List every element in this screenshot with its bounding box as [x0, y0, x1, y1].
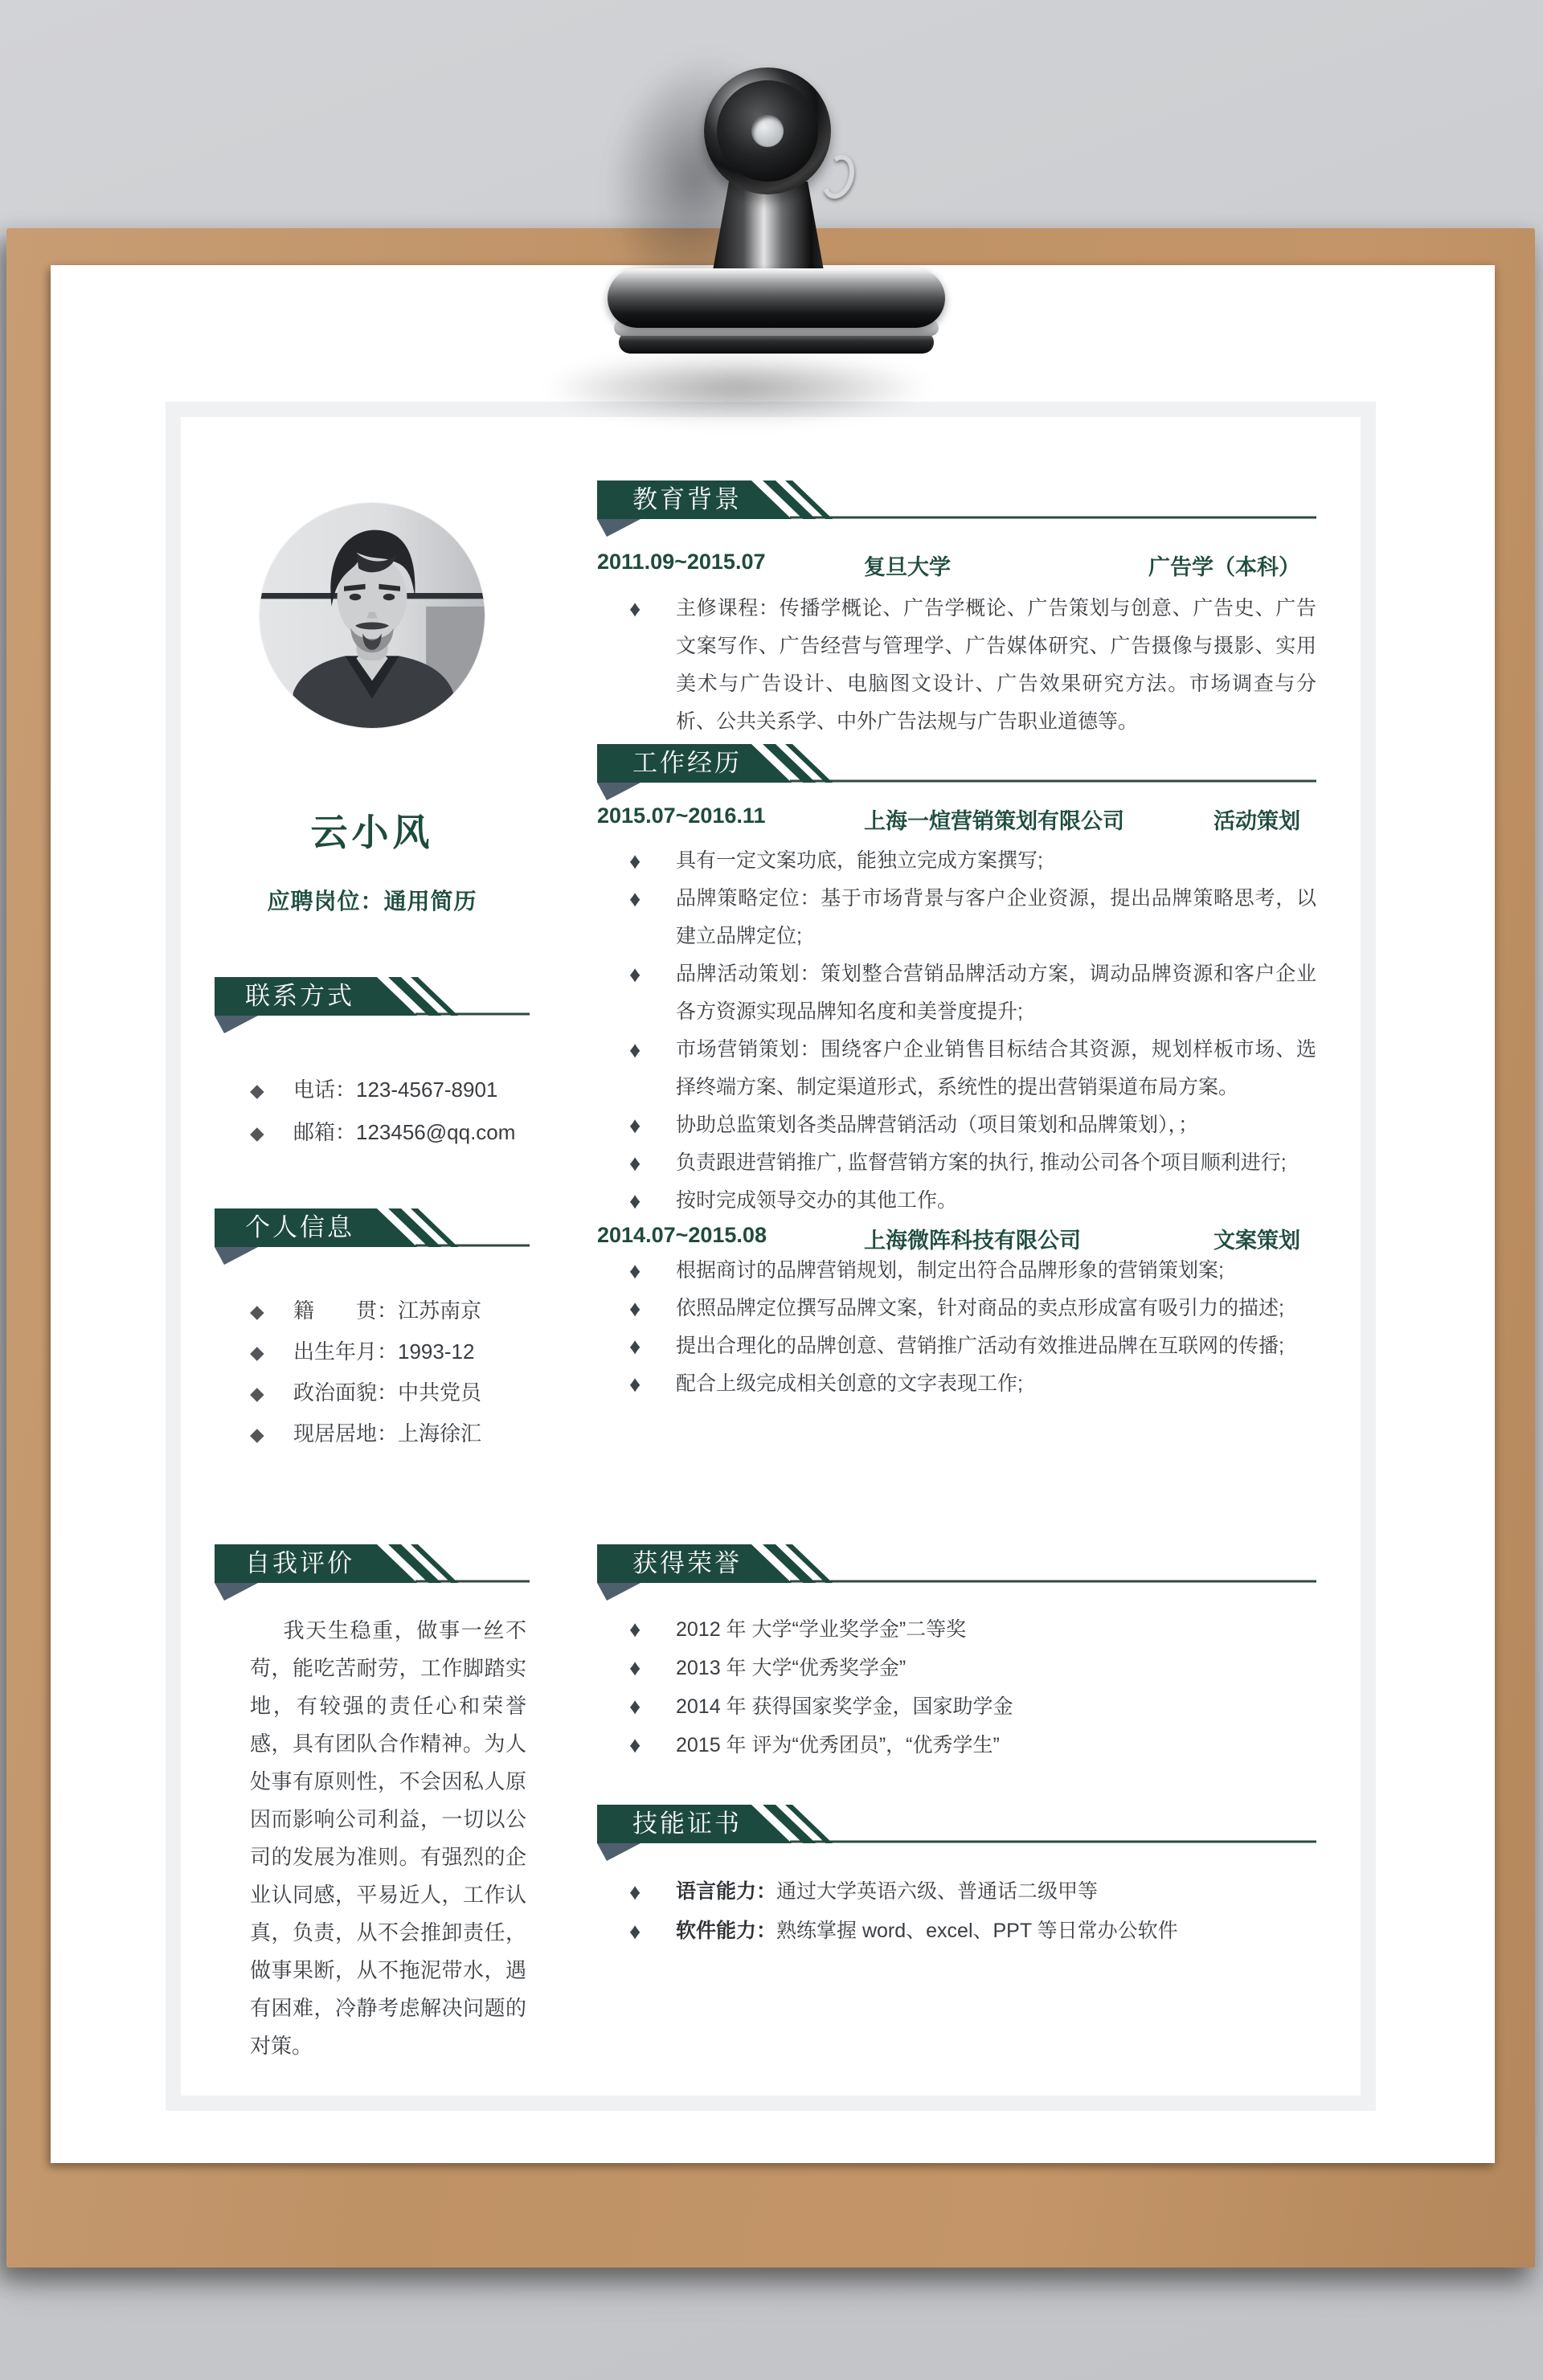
section-banner-honors — [597, 1544, 1316, 1602]
clip-paper-shadow — [545, 354, 931, 423]
list-item: ♦ 配合上级完成相关创意的文字表现工作; — [597, 1365, 1316, 1403]
list-item: ♦ 2012 年 大学“学业奖学金”二等奖 — [597, 1610, 1316, 1649]
self-evaluation-text: 我天生稳重，做事一丝不苟，能吃苦耐劳，工作脚踏实地，有较强的责任心和荣誉感，具有团队合作精神。为人处事有原则性，不会因私人原因而影响公司利益，一切以公司的发展为准则。有强烈的企业认同感，平易近人，工作认真，负责，从不会推卸责任，做事果断，从不拖泥带水，遇有困难，冷静考虑解决问题的对策。 — [250, 1618, 526, 2058]
diamond-bullet-icon: ◆ — [250, 1301, 264, 1322]
section-banner-education — [597, 480, 1316, 538]
section-title: 联系方式 — [245, 982, 354, 1010]
diamond-bullet-icon: ♦ — [629, 1694, 641, 1719]
section-banner-contact — [215, 977, 530, 1035]
list-item: ♦ 2014 年 获得国家奖学金，国家助学金 — [597, 1687, 1316, 1726]
diamond-bullet-icon: ♦ — [629, 1151, 641, 1176]
diamond-bullet-icon: ♦ — [629, 1372, 641, 1397]
list-item: ♦ 2013 年 大学“优秀奖学金” — [597, 1649, 1316, 1687]
personal-info-list — [215, 1290, 530, 1454]
diamond-bullet-icon: ♦ — [629, 1296, 641, 1321]
list-item: ♦ 依照品牌定位撰写品牌文案，针对商品的卖点形成富有吸引力的描述; — [597, 1290, 1316, 1327]
list-item: ◆ 出生年月：1993-12 — [215, 1331, 530, 1372]
list-item: ♦ 语言能力：通过大学英语六级、普通话二级甲等 — [597, 1872, 1316, 1912]
contact-list — [215, 1069, 530, 1154]
job-bullet-list — [597, 1252, 1316, 1403]
section-title: 自我评价 — [245, 1549, 354, 1577]
list-item: ♦ 具有一定文案功底，能独立完成方案撰写; — [597, 842, 1316, 880]
portrait-illustration — [260, 503, 485, 728]
section-banner-self-evaluation — [215, 1544, 530, 1602]
diamond-bullet-icon: ♦ — [629, 1879, 641, 1904]
list-item: ♦ 协助总监策划各类品牌营销活动（项目策划和品牌策划），； — [597, 1106, 1316, 1144]
list-item: ◆ 籍 贯：江苏南京 — [215, 1290, 530, 1331]
list-item: ♦ 2015 年 评为“优秀团员”，“优秀学生” — [597, 1726, 1316, 1765]
binder-clip-neck — [712, 182, 825, 275]
diamond-bullet-icon: ◆ — [250, 1424, 264, 1445]
education-major: 广告学（本科） — [1148, 555, 1300, 579]
binder-clip-bar — [608, 268, 945, 328]
list-item: ◆ 电话：123-4567-8901 — [215, 1069, 530, 1111]
diamond-bullet-icon: ♦ — [629, 849, 641, 873]
job-company: 上海一煊营销策划有限公司 — [864, 809, 1124, 833]
section-title: 教育背景 — [632, 485, 742, 513]
right-column — [597, 402, 1316, 2111]
section-title: 工作经历 — [632, 749, 742, 777]
diamond-bullet-icon: ♦ — [629, 1655, 641, 1680]
skill-label: 语言能力： — [676, 1880, 777, 1903]
list-item: ♦ 按时完成领导交办的其他工作。 — [597, 1182, 1316, 1220]
job-bullet-list — [597, 842, 1316, 1220]
honors-list — [597, 1610, 1316, 1765]
list-item: ♦ 主修课程：传播学概论、广告学概论、广告策划与创意、广告史、广告文案写作、广告经营与管理学、广告媒体研究、广告摄像与摄影、实用美术与广告设计、电脑图文设计、广告效果研究方法。市场调查与分析、公共关系学、中外广告法规与广告职业道德等。 — [597, 590, 1316, 741]
job-company: 上海微阵科技有限公司 — [864, 1229, 1081, 1253]
job-role: 文案策划 — [1214, 1229, 1300, 1253]
applied-position: 应聘岗位：通用简历 — [267, 889, 477, 914]
diamond-bullet-icon: ♦ — [629, 1188, 641, 1213]
diamond-bullet-icon: ♦ — [629, 1732, 641, 1757]
diamond-bullet-icon: ♦ — [629, 1258, 641, 1283]
diamond-bullet-icon: ♦ — [629, 886, 641, 911]
list-item: ♦ 软件能力：熟练掌握 word、excel、PPT 等日常办公软件 — [597, 1912, 1316, 1951]
section-title: 个人信息 — [245, 1213, 354, 1241]
binder-clip-coil-hole — [751, 115, 784, 147]
education-entry — [597, 550, 1316, 583]
education-bullet-list — [597, 590, 1316, 741]
job-role: 活动策划 — [1214, 809, 1300, 833]
diamond-bullet-icon: ♦ — [629, 1334, 641, 1359]
diamond-bullet-icon: ◆ — [250, 1342, 264, 1363]
section-banner-skills — [597, 1805, 1316, 1863]
list-item: ♦ 市场营销策划：围绕客户企业销售目标结合其资源，规划样板市场、选择终端方案、制定渠道形式，系统性的提出营销渠道布局方案。 — [597, 1031, 1316, 1106]
list-item: ♦ 品牌策略定位：基于市场背景与客户企业资源，提出品牌策略思考，以建立品牌定位; — [597, 880, 1316, 955]
list-item: ◆ 现居居地：上海徐汇 — [215, 1413, 530, 1454]
job-date: 2014.07~2015.08 — [597, 1223, 767, 1247]
section-banner-personal-info — [215, 1208, 530, 1266]
section-banner-work-experience — [597, 744, 1316, 802]
diamond-bullet-icon: ♦ — [629, 1617, 641, 1642]
skill-label: 软件能力： — [676, 1920, 777, 1942]
section-title: 技能证书 — [632, 1810, 742, 1838]
diamond-bullet-icon: ◆ — [250, 1080, 264, 1101]
left-column — [215, 402, 530, 2111]
diamond-bullet-icon: ♦ — [629, 962, 641, 987]
diamond-bullet-icon: ♦ — [629, 1037, 641, 1062]
list-item: ♦ 根据商讨的品牌营销规划，制定出符合品牌形象的营销策划案; — [597, 1252, 1316, 1290]
binder-clip-coil — [704, 67, 831, 194]
education-school: 复旦大学 — [864, 555, 951, 579]
education-date: 2011.09~2015.07 — [597, 550, 766, 574]
resume-page — [166, 402, 1376, 2111]
candidate-name: 云小风 — [310, 812, 434, 853]
diamond-bullet-icon: ♦ — [629, 1113, 641, 1138]
diamond-bullet-icon: ♦ — [629, 596, 641, 621]
list-item: ♦ 负责跟进营销推广, 监督营销方案的执行, 推动公司各个项目顺利进行; — [597, 1144, 1316, 1182]
job-date: 2015.07~2016.11 — [597, 804, 766, 828]
diamond-bullet-icon: ◆ — [250, 1123, 264, 1143]
list-item: ♦ 提出合理化的品牌创意、营销推广活动有效推进品牌在互联网的传播; — [597, 1327, 1316, 1365]
list-item: ◆ 邮箱：123456@qq.com — [215, 1111, 530, 1154]
skills-list — [597, 1872, 1316, 1951]
section-title: 获得荣誉 — [632, 1549, 742, 1577]
diamond-bullet-icon: ♦ — [629, 1919, 641, 1944]
list-item: ◆ 政治面貌：中共党员 — [215, 1372, 530, 1413]
job-entry — [597, 804, 1316, 837]
profile-photo — [260, 503, 485, 728]
diamond-bullet-icon: ◆ — [250, 1383, 264, 1404]
list-item: ♦ 品牌活动策划：策划整合营销品牌活动方案，调动品牌资源和客户企业各方资源实现品牌知名度和美誉度提升; — [597, 955, 1316, 1031]
